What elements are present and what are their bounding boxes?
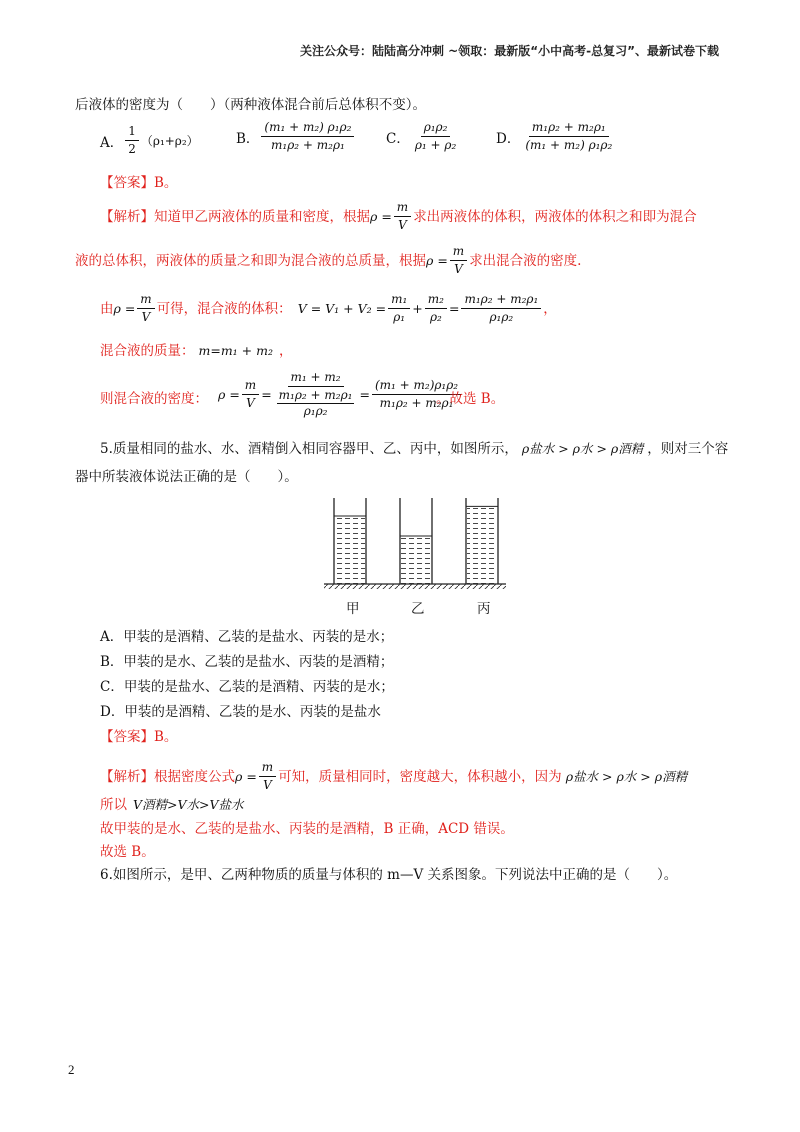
q4-analysis-line5-tail: 。故选 B。: [436, 391, 505, 407]
option-c-label: C．: [386, 130, 410, 147]
q4-analysis-line2: 液的总体积，两液体的质量之和即为混合液的总质量，根据 ρ = $\frac{m}{V}$ 求出混合液的密度.: [75, 244, 582, 276]
q4-option-c: [386, 120, 461, 153]
mass-sum: m=m₁ + m₂: [198, 343, 273, 358]
half-fraction: $\frac{1}{2}$: [125, 124, 139, 157]
density-relation: ρ盐水 > ρ水 > ρ酒精: [565, 768, 688, 784]
container-label-bing: 丙: [477, 601, 491, 617]
m-over-v-fraction: $\frac{m}{V}$: [137, 292, 154, 325]
compound-fraction: m₁ + m₂ m₁ρ₂ + m₂ρ₁ ρ₁ρ₂: [278, 370, 353, 418]
q5-analysis-line4: 故选 B。: [100, 844, 155, 860]
rho-formula-lhs: ρ =: [370, 208, 392, 224]
option-a-tail: （ρ₁+ρ₂）: [140, 134, 199, 148]
q5-option-d: D．甲装的是酒精、乙装的是水、丙装的是盐水: [100, 704, 381, 720]
container-bing-liquid: [467, 506, 497, 584]
option-d-fraction: $\frac{\text{m₁ρ₂ + m₂ρ₁}}{\text{(m₁ + m₂) ρ₁ρ₂}}$: [525, 120, 613, 152]
container-jia-liquid: [335, 516, 365, 584]
q5-analysis-line2: 所以 V酒精>V水>V盐水: [100, 797, 244, 813]
m-over-v-fraction: $\frac{m}{V}$: [394, 200, 411, 233]
density-relation: ρ盐水 > ρ水 > ρ酒精: [521, 441, 644, 456]
volume-sum: V = V₁ + V₂ =: [297, 300, 387, 316]
m-over-v-fraction: $\frac{m}{V}$: [259, 760, 276, 793]
option-d-label: D．: [496, 130, 521, 147]
final-fraction: $\frac{\text{(m₁ + m₂)ρ₁ρ₂}}{\text{m₁ρ₂ + m₂ρ₁}}$: [372, 378, 461, 411]
q5-option-b: B．甲装的是水、乙装的是盐水、丙装的是酒精；: [100, 654, 394, 670]
q4-analysis-line1: 【解析】知道甲乙两液体的质量和密度，根据 ρ = $\frac{m}{V}$ 求出两液体的体积，两液体的体积之和即为混合: [100, 200, 697, 232]
q4-analysis-line4: 混合液的质量： m=m₁ + m₂ ，: [100, 343, 293, 359]
q4-option-a: [100, 124, 199, 157]
q5-analysis-line3: 故甲装的是水、乙装的是盐水、丙装的是酒精，B 正确，ACD 错误。: [100, 821, 514, 837]
container-label-jia: 甲: [346, 601, 360, 617]
q4-analysis-line3: 由 ρ = $\frac{m}{V}$ 可得，混合液的体积： V = V₁ + V₂ = $\frac{\text{m₁}}{\text{ρ₁}}$ + $\frac{\text{m₂}}{\text{ρ₂}}$ = $\frac{\text{m₁ρ₂ + m₂ρ₁}}{\text{ρ₁ρ₂}}$ ，: [100, 292, 557, 324]
q5-option-c: C．甲装的是盐水、乙装的是酒精、丙装的是水；: [100, 679, 394, 695]
q4-analysis-line5-label: 则混合液的密度：: [100, 391, 208, 407]
q4-option-b: [236, 120, 356, 153]
m-over-v-fraction: $\frac{m}{V}$: [450, 244, 467, 277]
q5-analysis-line1: 【解析】根据密度公式 ρ = $\frac{m}{V}$ 可知，质量相同时，密度越大，体积越小，因为 ρ盐水 > ρ水 > ρ酒精: [100, 760, 688, 792]
q4-answer: 【答案】B。: [100, 175, 178, 191]
option-b-fraction: $\frac{\text{(m₁ + m₂) ρ₁ρ₂}}{\text{m₁ρ₂ + m₂ρ₁}}$: [261, 120, 354, 153]
volume-relation: V酒精>V水>V盐水: [133, 797, 244, 812]
volume-combined-fraction: $\frac{\text{m₁ρ₂ + m₂ρ₁}}{\text{ρ₁ρ₂}}$: [461, 292, 541, 325]
header-notice: 关注公众号：陆陆高分冲刺 ~领取：最新版“小中高考-总复习”、最新试卷下载: [300, 44, 719, 58]
q5-stem-line2: 器中所装液体说法正确的是（ ）。: [75, 469, 298, 485]
containers-group: [334, 498, 498, 584]
q4-stem: 后液体的密度为（ ）（两种液体混合前后总体积不变）。: [75, 97, 426, 113]
q5-stem-line1: 5.质量相同的盐水、水、酒精倒入相同容器甲、乙、丙中，如图所示， ρ盐水 > ρ水 > ρ酒精 ，则对三个容: [100, 441, 729, 457]
final-density-formula: ρ = $\frac{m}{V}$ = m₁ + m₂ m₁ρ₂ + m₂ρ₁ ρ₁ρ₂ = $\frac{\text{(m₁ + m₂)ρ₁ρ₂}}{\text{m₁ρ₂ + m₂ρ₁}}$: [218, 370, 463, 419]
m1-over-rho1: $\frac{\text{m₁}}{\text{ρ₁}}$: [388, 292, 410, 325]
option-b-label: B．: [236, 130, 260, 147]
q6-stem: 6.如图所示，是甲、乙两种物质的质量与体积的 m—V 关系图象。下列说法中正确的是（ ）。: [100, 867, 678, 883]
page-number: 2: [68, 1062, 75, 1077]
container-label-yi: 乙: [411, 601, 425, 617]
container-yi-liquid: [401, 536, 431, 584]
option-c-fraction: $\frac{\text{ρ₁ρ₂}}{\text{ρ₁ + ρ₂}}$: [414, 120, 457, 152]
q5-option-a: A．甲装的是酒精、乙装的是盐水、丙装的是水；: [100, 629, 394, 645]
ground-hatching: [324, 584, 506, 589]
q5-answer: 【答案】B。: [100, 729, 178, 745]
m2-over-rho2: $\frac{\text{m₂}}{\text{ρ₂}}$: [425, 292, 447, 325]
m-over-v-fraction: $\frac{m}{V}$: [242, 378, 259, 411]
option-a-label: A．: [100, 134, 124, 151]
q4-option-d: [496, 120, 617, 153]
